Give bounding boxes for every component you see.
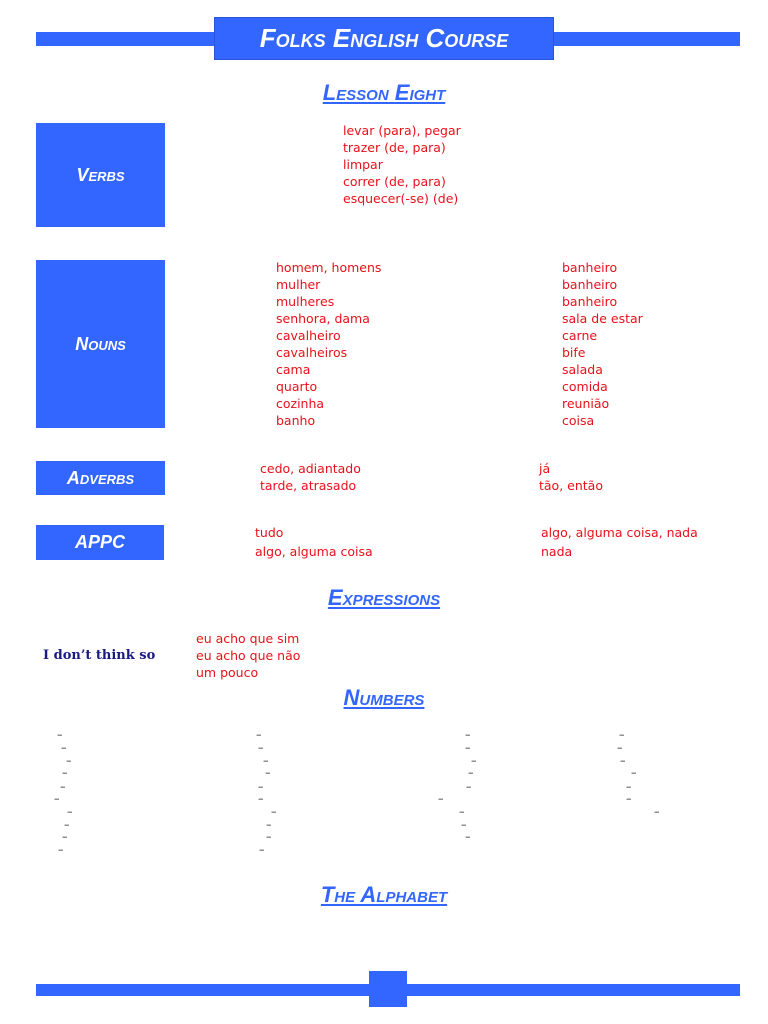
dash-mark: – bbox=[620, 754, 626, 767]
appc-column-1 bbox=[255, 523, 373, 561]
list-item: banheiro bbox=[562, 294, 618, 309]
dash-mark: – bbox=[266, 830, 272, 843]
appc-column-2 bbox=[541, 523, 698, 561]
list-item: cama bbox=[276, 362, 311, 377]
dash-mark: – bbox=[61, 741, 67, 754]
list-item: homem, homens bbox=[276, 260, 382, 275]
list-item: nada bbox=[541, 544, 573, 559]
course-title: Folks English Course bbox=[214, 17, 554, 60]
list-item: limpar bbox=[343, 157, 383, 172]
list-item: tão, então bbox=[539, 478, 603, 493]
list-item: banho bbox=[276, 413, 316, 428]
expression-phrase: I don’t think so bbox=[43, 648, 156, 663]
dash-mark: – bbox=[263, 754, 269, 767]
verbs-label: Verbs bbox=[36, 123, 165, 227]
list-item: levar (para), pegar bbox=[343, 123, 461, 138]
dash-mark: – bbox=[258, 792, 264, 805]
list-item: quarto bbox=[276, 379, 318, 394]
list-item: cedo, adiantado bbox=[260, 461, 361, 476]
list-item: algo, alguma coisa bbox=[255, 544, 373, 559]
verbs-list bbox=[343, 122, 461, 207]
dash-mark: – bbox=[60, 780, 66, 793]
alphabet-title: The Alphabet bbox=[320, 882, 448, 907]
dash-mark: – bbox=[265, 766, 271, 779]
dash-mark: – bbox=[626, 780, 632, 793]
adverbs-column-1 bbox=[260, 460, 361, 494]
dash-mark: – bbox=[465, 830, 471, 843]
adverbs-column-2 bbox=[539, 460, 603, 494]
adverbs-label: Adverbs bbox=[36, 461, 165, 495]
dash-mark: – bbox=[271, 805, 277, 818]
list-item: trazer (de, para) bbox=[343, 140, 446, 155]
list-item: banheiro bbox=[562, 277, 618, 292]
numbers-title: Numbers bbox=[343, 685, 425, 710]
list-item: cavalheiro bbox=[276, 328, 341, 343]
dash-mark: – bbox=[654, 805, 660, 818]
appc-label: APPC bbox=[36, 525, 164, 560]
footer-block bbox=[369, 971, 407, 1007]
dash-mark: – bbox=[465, 728, 471, 741]
dash-mark: – bbox=[66, 754, 72, 767]
list-item: coisa bbox=[562, 413, 595, 428]
dash-mark: – bbox=[54, 792, 60, 805]
list-item: carne bbox=[562, 328, 598, 343]
dash-mark: – bbox=[631, 766, 637, 779]
dash-mark: – bbox=[58, 843, 64, 856]
nouns-label: Nouns bbox=[36, 260, 165, 428]
dash-mark: – bbox=[57, 728, 63, 741]
list-item: já bbox=[539, 461, 551, 476]
list-item: salada bbox=[562, 362, 603, 377]
dash-mark: – bbox=[266, 818, 272, 831]
expressions-title: Expressions bbox=[327, 585, 441, 610]
dash-mark: – bbox=[626, 792, 632, 805]
list-item: cavalheiros bbox=[276, 345, 348, 360]
list-item: eu acho que sim bbox=[196, 631, 300, 646]
list-item: algo, alguma coisa, nada bbox=[541, 525, 698, 540]
dash-mark: – bbox=[465, 741, 471, 754]
list-item: correr (de, para) bbox=[343, 174, 446, 189]
dash-mark: – bbox=[67, 805, 73, 818]
dash-mark: – bbox=[619, 728, 625, 741]
dash-mark: – bbox=[466, 780, 472, 793]
list-item: cozinha bbox=[276, 396, 325, 411]
expression-translations bbox=[196, 630, 300, 681]
list-item: banheiro bbox=[562, 260, 618, 275]
list-item: mulheres bbox=[276, 294, 335, 309]
dash-mark: – bbox=[256, 728, 262, 741]
list-item: mulher bbox=[276, 277, 321, 292]
dash-mark: – bbox=[468, 766, 474, 779]
lesson-title: Lesson Eight bbox=[322, 80, 446, 105]
list-item: comida bbox=[562, 379, 608, 394]
nouns-column-2 bbox=[562, 259, 643, 429]
list-item: senhora, dama bbox=[276, 311, 370, 326]
list-item: reunião bbox=[562, 396, 610, 411]
dash-mark: – bbox=[259, 843, 265, 856]
dash-mark: – bbox=[471, 754, 477, 767]
dash-mark: – bbox=[62, 766, 68, 779]
dash-mark: – bbox=[617, 741, 623, 754]
list-item: tudo bbox=[255, 525, 284, 540]
dash-mark: – bbox=[438, 792, 444, 805]
nouns-column-1 bbox=[276, 259, 381, 429]
dash-mark: – bbox=[459, 805, 465, 818]
list-item: sala de estar bbox=[562, 311, 643, 326]
dash-mark: – bbox=[64, 818, 70, 831]
list-item: tarde, atrasado bbox=[260, 478, 357, 493]
dash-mark: – bbox=[258, 780, 264, 793]
list-item: esquecer(-se) (de) bbox=[343, 191, 459, 206]
dash-mark: – bbox=[461, 818, 467, 831]
dash-mark: – bbox=[258, 741, 264, 754]
list-item: um pouco bbox=[196, 665, 259, 680]
dash-mark: – bbox=[62, 830, 68, 843]
list-item: eu acho que não bbox=[196, 648, 301, 663]
list-item: bife bbox=[562, 345, 586, 360]
